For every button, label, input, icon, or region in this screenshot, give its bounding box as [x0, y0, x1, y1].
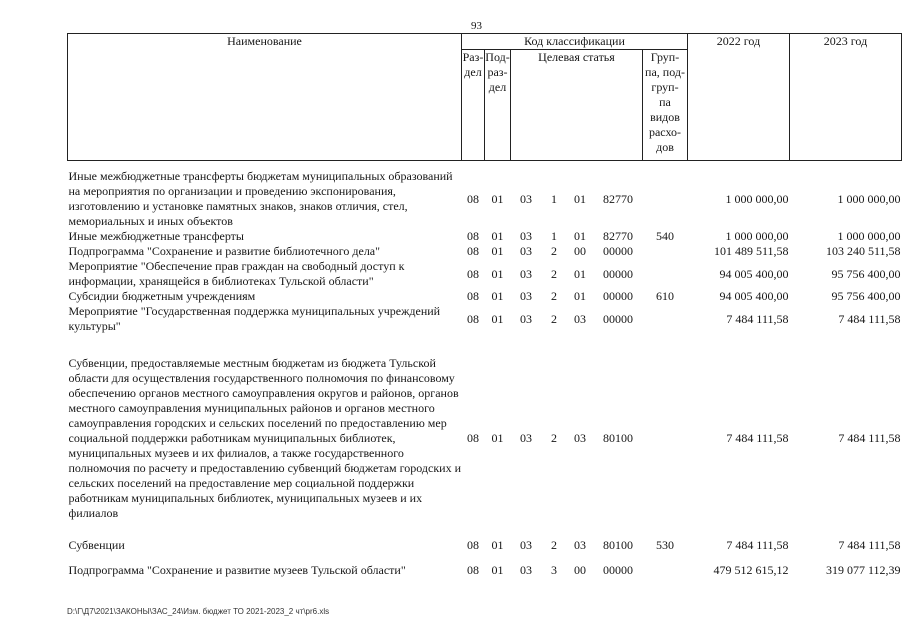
cell-target-a: 03 — [520, 229, 532, 243]
cell-target-d: 00000 — [603, 311, 633, 326]
cell-target-c: 01 — [574, 266, 586, 281]
cell-target-c: 00 — [574, 244, 586, 258]
cell-target-d: 80100 — [603, 431, 633, 445]
cell-subsection: 01 — [491, 431, 504, 445]
cell-subsection: 01 — [491, 538, 504, 552]
cell-target-a: 03 — [520, 244, 532, 258]
table-row — [68, 229, 902, 244]
row-name: Подпрограмма "Сохранение и развитие музеев Тульской области" — [68, 563, 406, 577]
row-name: Мероприятие "Обеспечение прав граждан на свободный доступ к информации, хранящейся в библиотеках Тульской области" — [68, 259, 405, 288]
row-name: Субсидии бюджетным учреждениям — [68, 289, 256, 303]
cell-target-b: 2 — [551, 266, 557, 281]
table-row — [68, 244, 902, 259]
cell-target-d: 00000 — [603, 289, 633, 303]
cell-section: 08 — [467, 538, 479, 552]
table-row — [68, 304, 902, 334]
cell-group: 530 — [656, 538, 674, 552]
table-row — [68, 563, 902, 578]
cell-target-a: 03 — [520, 538, 532, 552]
header-classification-code: Код классификации — [462, 34, 688, 50]
cell-target-b: 2 — [551, 289, 557, 303]
cell-section: 08 — [467, 266, 479, 281]
row-name: Мероприятие "Государственная поддержка муниципальных учреждений культуры" — [68, 304, 441, 333]
cell-2022: 479 512 615,12 — [713, 563, 789, 577]
row-name: Иные межбюджетные трансферты — [68, 229, 244, 243]
cell-target-a: 03 — [520, 431, 532, 445]
cell-target-d: 00000 — [603, 563, 633, 577]
cell-section: 08 — [467, 244, 479, 258]
cell-target-d: 80100 — [603, 538, 633, 552]
cell-2023: 103 240 511,58 — [825, 244, 901, 258]
cell-2022: 101 489 511,58 — [713, 244, 789, 258]
cell-target-d: 82770 — [603, 229, 633, 243]
cell-target-c: 03 — [574, 538, 586, 552]
cell-group — [643, 304, 688, 334]
row-name: Подпрограмма "Сохранение и развитие библиотечного дела" — [68, 244, 381, 258]
cell-subsection: 01 — [491, 311, 504, 326]
cell-2023: 7 484 111,58 — [838, 311, 901, 326]
cell-target-a: 03 — [520, 289, 532, 303]
header-section: Раз- дел — [462, 50, 485, 161]
cell-group — [643, 563, 688, 578]
table-row — [68, 259, 902, 289]
cell-subsection: 01 — [491, 229, 504, 243]
cell-2023: 95 756 400,00 — [831, 289, 901, 303]
cell-subsection: 01 — [491, 563, 504, 577]
cell-2023: 95 756 400,00 — [831, 266, 901, 281]
cell-group — [643, 169, 688, 229]
cell-target-b: 2 — [551, 244, 557, 258]
cell-2023: 7 484 111,58 — [838, 431, 901, 445]
cell-target-b: 1 — [551, 229, 557, 243]
cell-2022: 7 484 111,58 — [726, 538, 789, 552]
header-year-2023: 2023 год — [790, 34, 902, 161]
cell-2022: 1 000 000,00 — [725, 191, 789, 206]
cell-target-a: 03 — [520, 191, 532, 206]
table-row — [68, 289, 902, 304]
cell-target-c: 01 — [574, 229, 586, 243]
cell-target-b: 2 — [551, 538, 557, 552]
cell-2023: 319 077 112,39 — [825, 563, 901, 577]
cell-target-d: 82770 — [603, 191, 633, 206]
cell-subsection: 01 — [491, 289, 504, 303]
cell-2023: 1 000 000,00 — [837, 191, 901, 206]
cell-target-b: 1 — [551, 191, 557, 206]
cell-group — [643, 259, 688, 289]
cell-subsection: 01 — [491, 191, 504, 206]
table-row — [68, 169, 902, 229]
cell-2022: 94 005 400,00 — [719, 266, 789, 281]
footer-file-path: D:\Г\Д7\2021\ЗАКОНЫ\ЗАС_24\Изм. бюджет ТО 2021-2023_2 чт\pr6.xls — [67, 607, 330, 616]
cell-subsection: 01 — [491, 244, 504, 258]
cell-2023: 1 000 000,00 — [837, 229, 901, 243]
table-row — [68, 538, 902, 553]
cell-group — [643, 244, 688, 259]
cell-target-c: 01 — [574, 191, 586, 206]
cell-target-a: 03 — [520, 266, 532, 281]
page-number: 93 — [471, 20, 482, 32]
cell-target-c: 03 — [574, 431, 586, 445]
cell-2022: 7 484 111,58 — [726, 311, 789, 326]
cell-target-c: 01 — [574, 289, 586, 303]
header-year-2022: 2022 год — [688, 34, 790, 161]
cell-target-c: 03 — [574, 311, 586, 326]
cell-target-d: 00000 — [603, 244, 633, 258]
header-target-article: Целевая статья — [511, 50, 643, 161]
cell-section: 08 — [467, 191, 479, 206]
cell-2022: 7 484 111,58 — [726, 431, 789, 445]
cell-subsection: 01 — [491, 266, 504, 281]
cell-2023: 7 484 111,58 — [838, 538, 901, 552]
table-row — [68, 356, 902, 521]
cell-target-c: 00 — [574, 563, 586, 577]
cell-section: 08 — [467, 289, 479, 303]
row-name: Иные межбюджетные трансферты бюджетам муниципальных образований на мероприятия по организации и проведению экспонирования, изготовлению и установке памятных знаков, знаков отличия, стел, мемориальных и иных объектов — [68, 169, 453, 228]
header-row — [68, 34, 902, 50]
cell-section: 08 — [467, 431, 479, 445]
cell-section: 08 — [467, 563, 479, 577]
cell-target-a: 03 — [520, 311, 532, 326]
cell-group: 610 — [656, 289, 674, 303]
row-name: Субвенции — [68, 538, 125, 552]
cell-target-b: 2 — [551, 431, 557, 445]
header-name: Наименование — [68, 34, 462, 161]
header-expense-group: Груп- па, под- груп- па видов расхо- дов — [643, 50, 688, 161]
budget-table — [67, 33, 902, 578]
row-name: Субвенции, предоставляемые местным бюджетам из бюджета Тульской области для осуществления государственного полномочия по финансовому обеспечению органов местного самоуправления округов и районов, органов местного самоуправления муниципальных районов и органов местного самоуправления городских и сельских поселений по предоставлению мер социальной поддержки работникам муниципальных библиотек, муниципальных музеев и их филиалов, а также государственного полномочия по расчету и предоставлению субвенций бюджетам городских и сельских поселений на предоставление мер социальной поддержки работникам муниципальных библиотек, муниципальных музеев и их филиалов — [68, 356, 462, 520]
header-subsection: Под- раз- дел — [485, 50, 511, 161]
cell-2022: 94 005 400,00 — [719, 289, 789, 303]
cell-target-d: 00000 — [603, 266, 633, 281]
cell-2022: 1 000 000,00 — [725, 229, 789, 243]
cell-group — [643, 356, 688, 521]
cell-group: 540 — [656, 229, 674, 243]
cell-target-b: 3 — [551, 563, 557, 577]
cell-target-b: 2 — [551, 311, 557, 326]
cell-section: 08 — [467, 311, 479, 326]
cell-target-a: 03 — [520, 563, 532, 577]
cell-section: 08 — [467, 229, 479, 243]
